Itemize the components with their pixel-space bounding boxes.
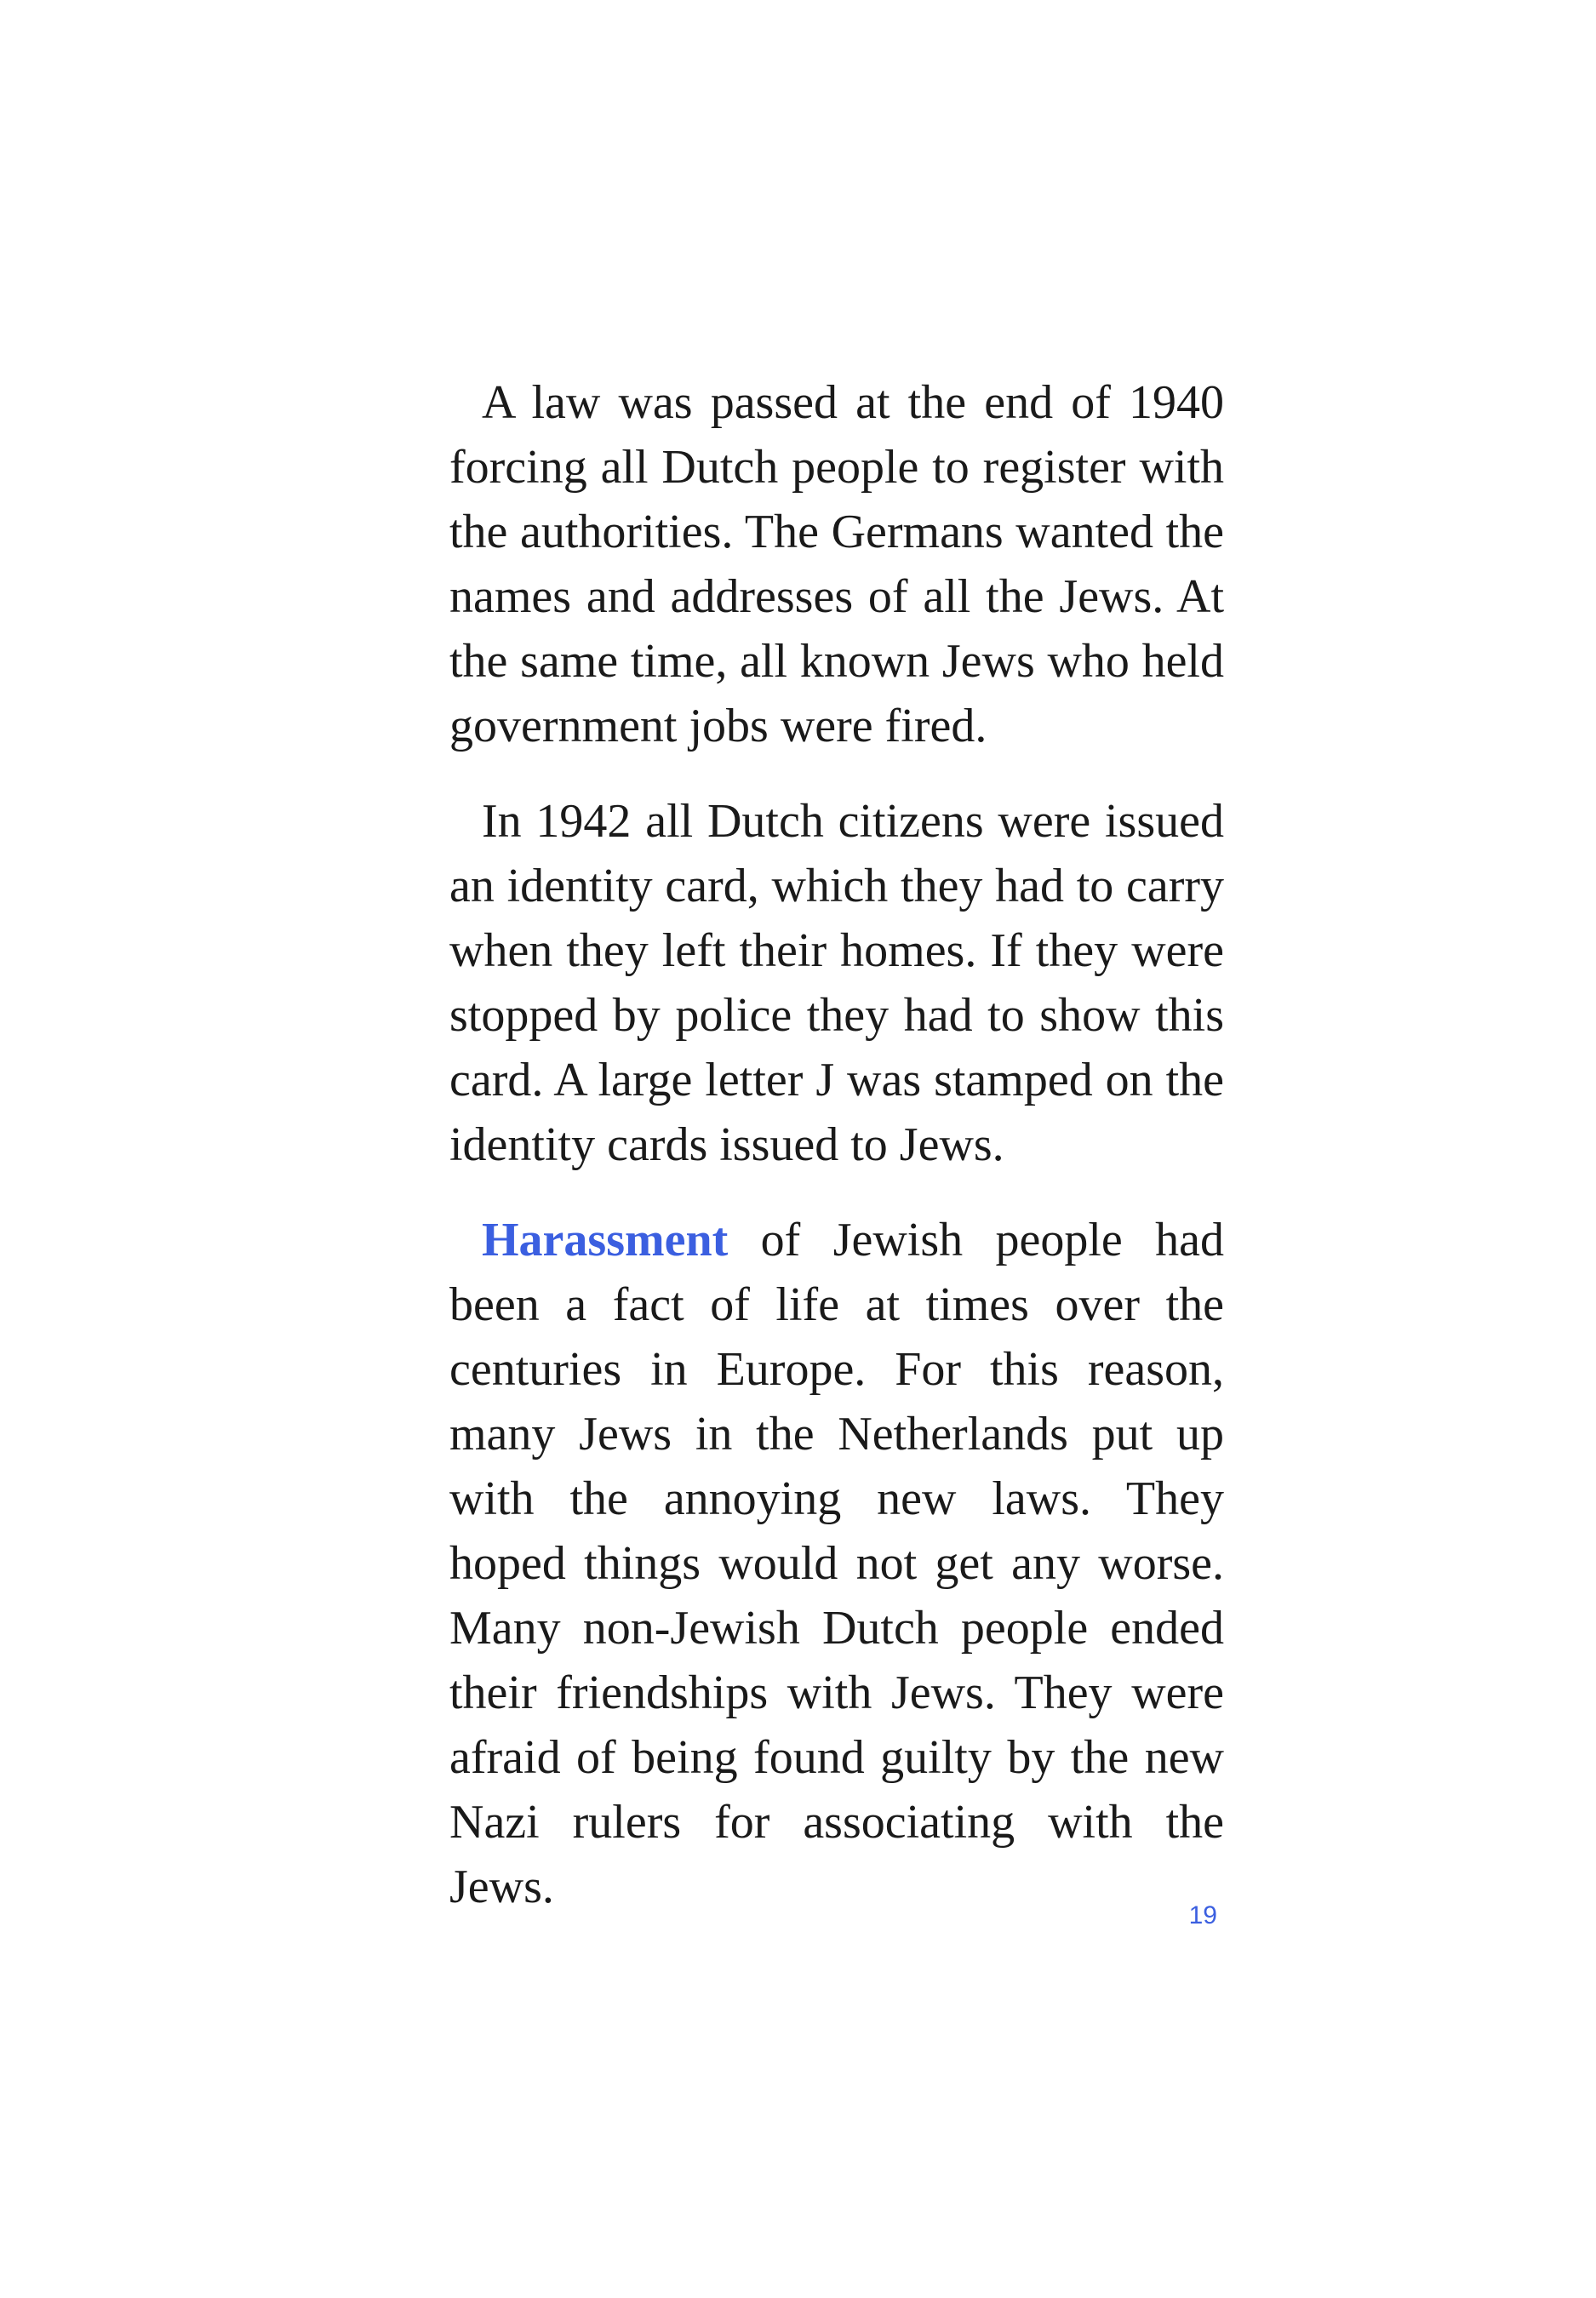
paragraph-identity-card: In 1942 all Dutch citizens were issued an identity card, which they had to carry when they left their homes. If they were stopped by police they had to show this card. A large letter J was stamped on the identity cards issued to Jews. <box>449 795 1224 1171</box>
page-number: 19 <box>1188 1901 1217 1929</box>
paragraph-harassment-text: of Jewish people had been a fact of life at times over the centuries in Europe. For this reason, many Jews in the Netherlands put up with the annoying new laws. They hoped things would not get any worse. Many non-Jewish Dutch people ended their friendships with Jews. They were afraid of being found guilty by the new Nazi rulers for associating with the Jews. <box>449 1214 1224 1913</box>
paragraph-registration-law: A law was passed at the end of 1940 forcing all Dutch people to register with the authorities. The Germans wanted the names and addresses of all the Jews. At the same time, all known Jews who held government jobs were fired. <box>449 376 1224 752</box>
glossary-term-harassment[interactable]: Harassment <box>482 1214 729 1266</box>
paragraph-harassment <box>449 1208 1224 1919</box>
text-column <box>449 370 1224 1950</box>
